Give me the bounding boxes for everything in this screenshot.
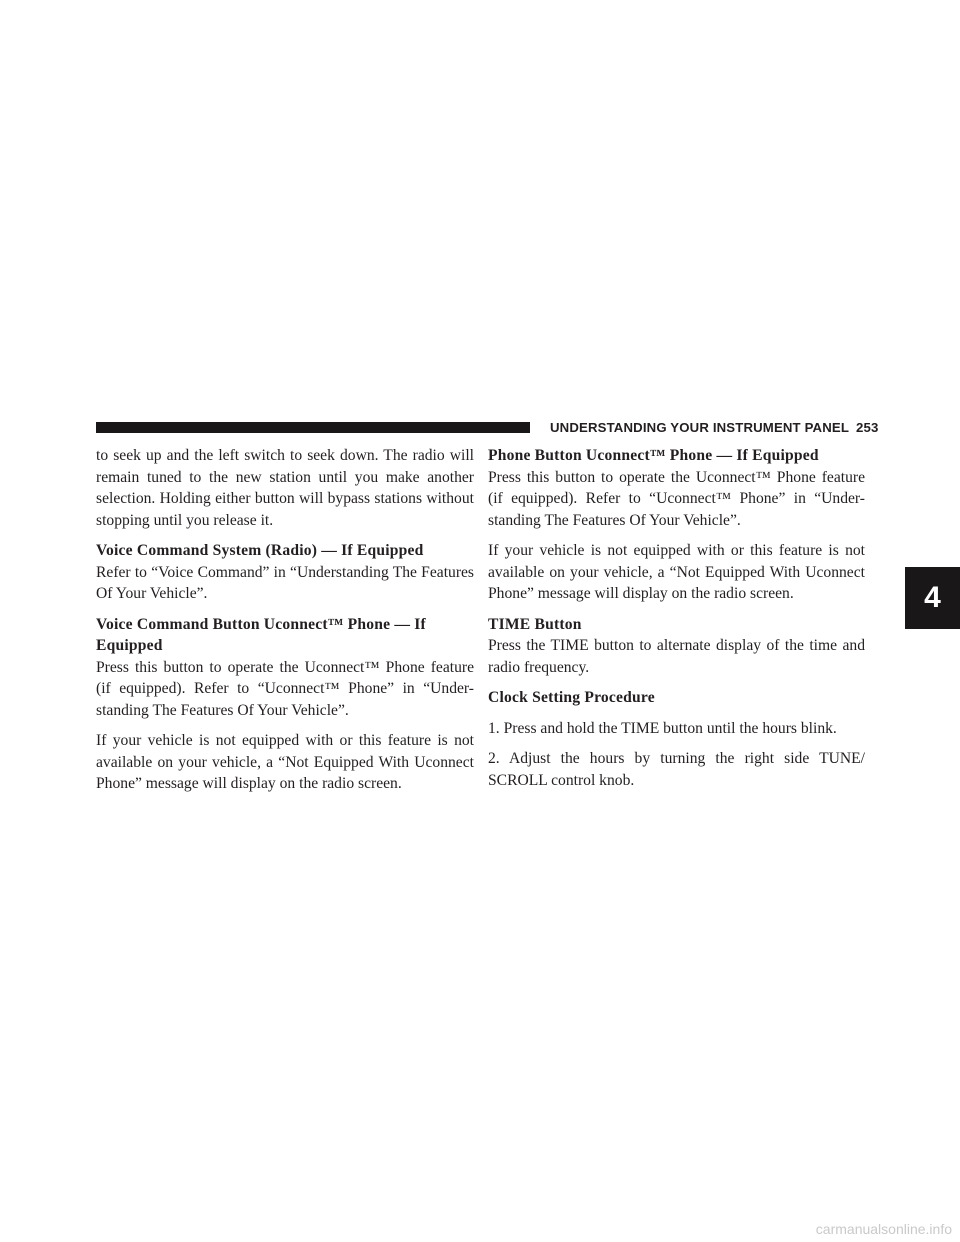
section-title: UNDERSTANDING YOUR INSTRUMENT PANEL (550, 420, 850, 435)
list-item: 1. Press and hold the TIME button until the hours blink. (488, 719, 837, 737)
paragraph: If your vehicle is not equipped with or this feature is not available on your vehicle, a “Not Equipped With Uconnect Phone” message will display on the radio screen. (96, 732, 474, 792)
paragraph: Press this button to operate the Uconnect™ Phone feature (if equipped). Refer to “Uconnect™ Phone” in “Under-standing The Features Of Your Vehicle”. (96, 658, 474, 719)
heading-voice-command-button: Voice Command Button Uconnect™ Phone — If Equipped (96, 615, 426, 654)
header-rule (96, 422, 530, 433)
heading-voice-command-system: Voice Command System (Radio) — If Equipped (96, 542, 424, 559)
footer-watermark: carmanualsonline.info (815, 1221, 952, 1237)
paragraph: If your vehicle is not equipped with or this feature is not available on your vehicle, a “Not Equipped With Uconnect Phone” message will display on the radio screen. (488, 542, 865, 602)
running-header (550, 418, 879, 438)
right-column (488, 445, 865, 800)
list-item: 2. Adjust the hours by turning the right side TUNE/ SCROLL control knob. (488, 750, 865, 789)
page-number: 253 (856, 420, 879, 435)
paragraph: Refer to “Voice Command” in “Understanding The Features Of Your Vehicle”. (96, 563, 474, 602)
heading-phone-button: Phone Button Uconnect™ Phone — If Equipped (488, 447, 819, 464)
chapter-tab: 4 (905, 567, 960, 629)
paragraph: to seek up and the left switch to seek down. The radio will remain tuned to the new station until you make another selection. Holding either button will bypass stations without stopping until you release it. (96, 447, 474, 529)
heading-clock-setting: Clock Setting Procedure (488, 689, 655, 706)
heading-time-button: TIME Button (488, 615, 582, 633)
paragraph: Press the TIME button to alternate display of the time and radio frequency. (488, 637, 865, 676)
left-column (96, 445, 474, 804)
paragraph: Press this button to operate the Uconnect™ Phone feature (if equipped). Refer to “Uconnect™ Phone” in “Under-standing The Features Of Your Vehicle”. (488, 468, 865, 529)
